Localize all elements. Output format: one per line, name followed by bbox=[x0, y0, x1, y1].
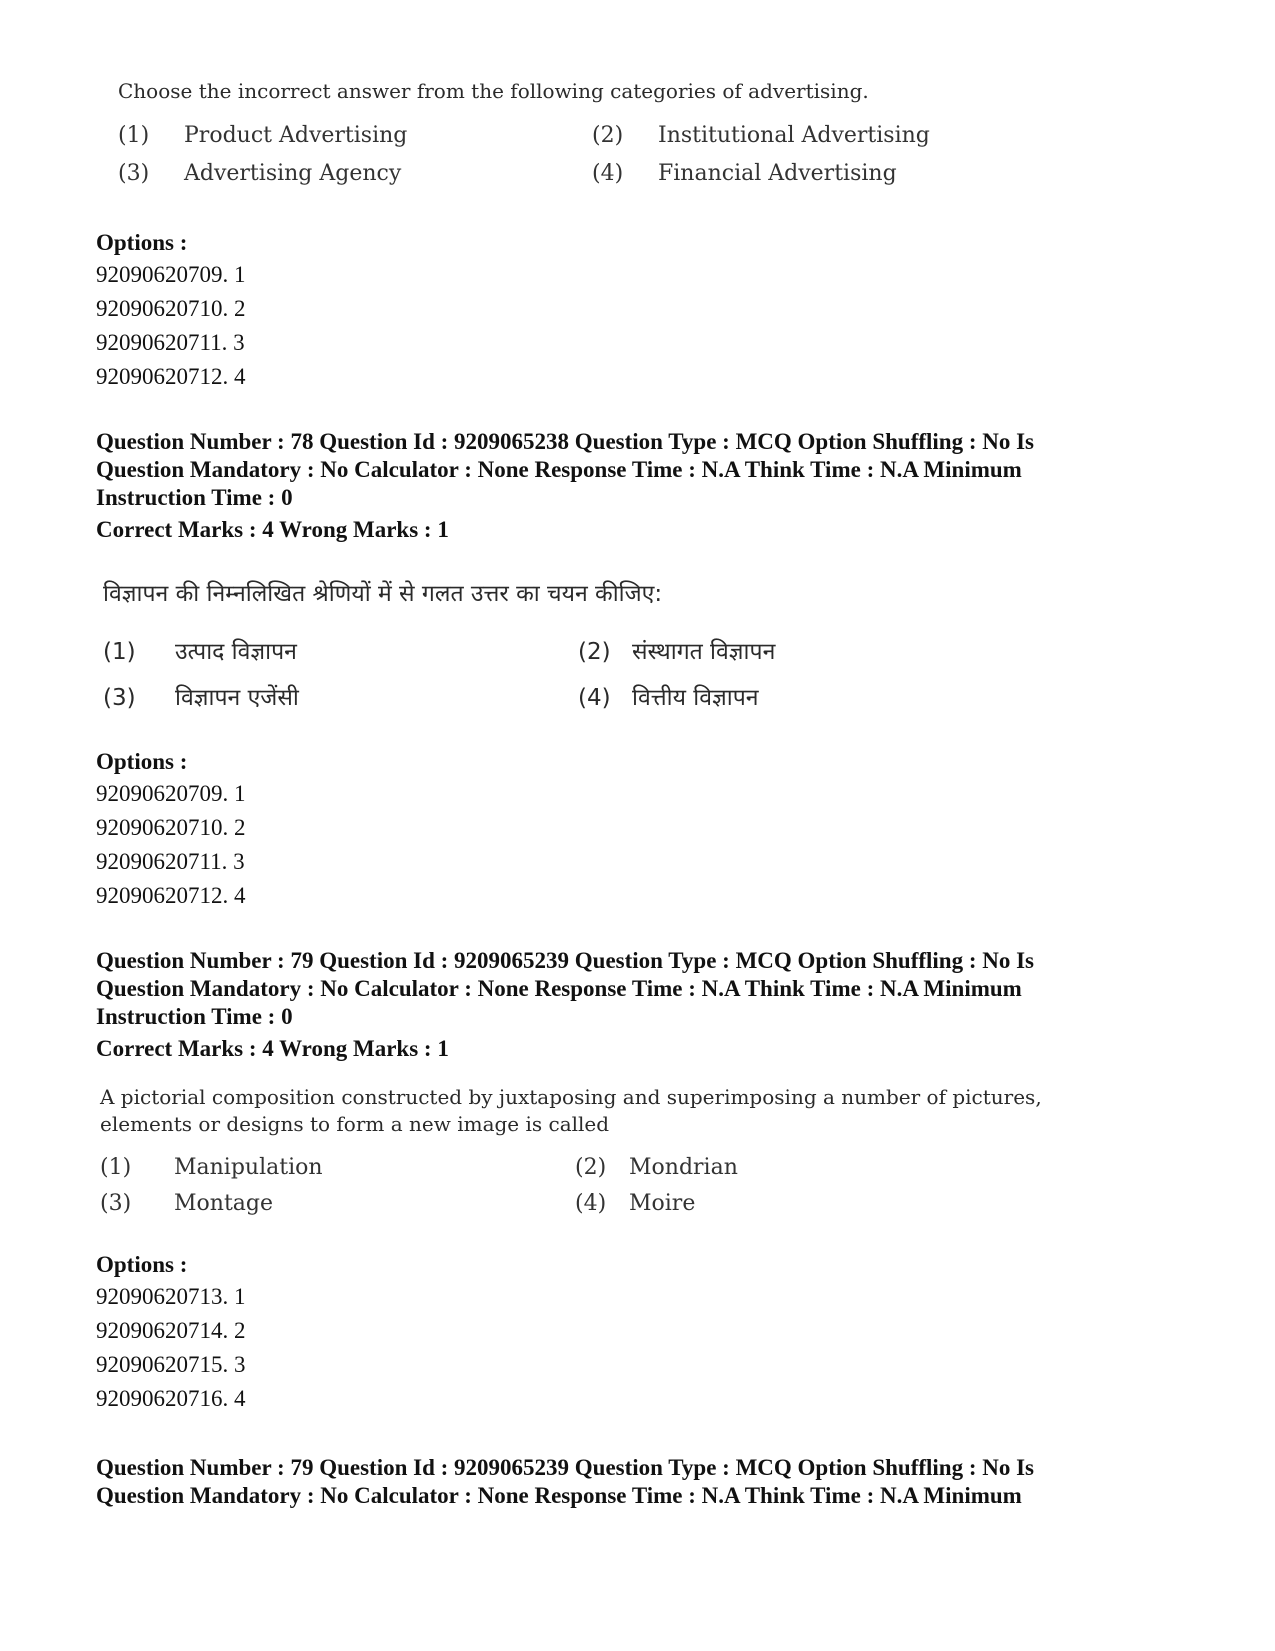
choice-2: (2) Institutional Advertising bbox=[592, 123, 930, 148]
choice-3: (3) Advertising Agency bbox=[118, 161, 402, 186]
option-item: 92090620713. 1 bbox=[96, 1284, 246, 1309]
options-list bbox=[96, 258, 246, 394]
option-item: 92090620711. 3 bbox=[96, 849, 245, 874]
option-item: 92090620715. 3 bbox=[96, 1352, 246, 1377]
option-item: 92090620716. 4 bbox=[96, 1386, 246, 1411]
options-list bbox=[96, 1280, 246, 1416]
options-label: Options : bbox=[96, 1252, 188, 1277]
choice-4: (4) Financial Advertising bbox=[592, 161, 897, 186]
question-header: Question Number : 79 Question Id : 9209065239 Question Type : MCQ Option Shuffling : No Is Question Mandatory : No Calculator : None Response Time : N.A Think Time : N.A Minimum bbox=[96, 1455, 1035, 1508]
marks-line: Correct Marks : 4 Wrong Marks : 1 bbox=[96, 517, 449, 542]
choice-4: (4) वित्तीय विज्ञापन bbox=[578, 685, 759, 711]
question-text: विज्ञापन की निम्नलिखित श्रेणियों में से गलत उत्तर का चयन कीजिए: bbox=[103, 581, 663, 607]
choice-1: (1) Manipulation bbox=[100, 1155, 323, 1180]
choice-3: (3) Montage bbox=[100, 1191, 273, 1216]
choice-2: (2) संस्थागत विज्ञापन bbox=[578, 639, 776, 665]
option-item: 92090620712. 4 bbox=[96, 883, 246, 908]
options-list bbox=[96, 777, 246, 913]
option-item: 92090620712. 4 bbox=[96, 364, 246, 389]
option-item: 92090620710. 2 bbox=[96, 296, 246, 321]
question-text: Choose the incorrect answer from the following categories of advertising. bbox=[118, 79, 869, 103]
option-item: 92090620711. 3 bbox=[96, 330, 245, 355]
option-item: 92090620709. 1 bbox=[96, 781, 246, 806]
choice-2: (2) Mondrian bbox=[575, 1155, 738, 1180]
option-item: 92090620709. 1 bbox=[96, 262, 246, 287]
question-header: Question Number : 78 Question Id : 9209065238 Question Type : MCQ Option Shuffling : No Is Question Mandatory : No Calculator : None Response Time : N.A Think Time : N.A Minimum Instruction Time : 0 bbox=[96, 429, 1035, 510]
choice-4: (4) Moire bbox=[575, 1191, 696, 1216]
options-label: Options : bbox=[96, 749, 188, 774]
choice-3: (3) विज्ञापन एजेंसी bbox=[103, 685, 299, 711]
option-item: 92090620710. 2 bbox=[96, 815, 246, 840]
option-item: 92090620714. 2 bbox=[96, 1318, 246, 1343]
marks-line: Correct Marks : 4 Wrong Marks : 1 bbox=[96, 1036, 449, 1061]
question-header: Question Number : 79 Question Id : 9209065239 Question Type : MCQ Option Shuffling : No Is Question Mandatory : No Calculator : None Response Time : N.A Think Time : N.A Minimum Instruction Time : 0 bbox=[96, 948, 1035, 1029]
options-label: Options : bbox=[96, 230, 188, 255]
question-text: A pictorial composition constructed by juxtaposing and superimposing a number of pictures, elements or designs to form a new image is called bbox=[100, 1085, 1042, 1136]
choice-1: (1) Product Advertising bbox=[118, 123, 408, 148]
choice-1: (1) उत्पाद विज्ञापन bbox=[103, 639, 297, 665]
